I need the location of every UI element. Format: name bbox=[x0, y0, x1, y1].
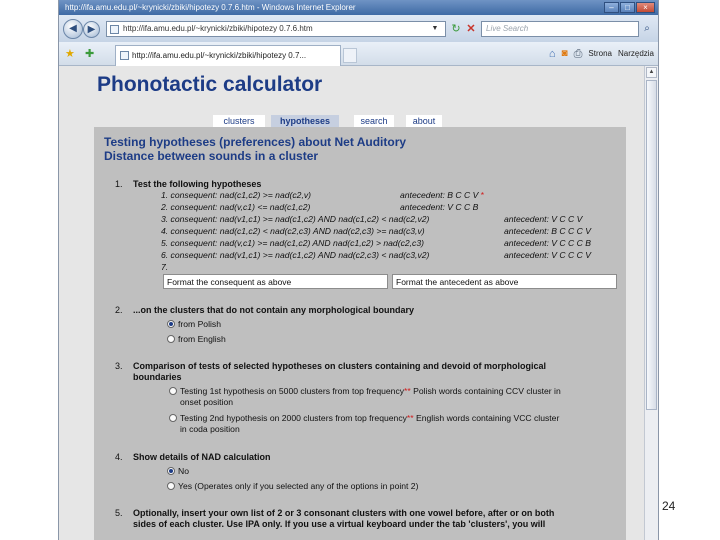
scroll-up-arrow-icon[interactable]: ▲ bbox=[646, 67, 657, 78]
maximize-button[interactable]: □ bbox=[620, 2, 635, 13]
minimize-button[interactable]: – bbox=[604, 2, 619, 13]
tab-about[interactable]: about bbox=[406, 115, 442, 127]
browser-window bbox=[58, 0, 659, 540]
section-5-heading: Optionally, insert your own list of 2 or 3 consonant clusters with one vowel before, after or on both sides of each cluster. Use IPA only. If you use a virtual keyboard under the tab 'clusters', you will bbox=[133, 508, 555, 529]
consequent-format-input[interactable] bbox=[163, 274, 388, 289]
command-bar bbox=[549, 47, 654, 61]
tab-clusters[interactable]: clusters bbox=[213, 115, 265, 127]
antecedent-4: antecedent: B C C C V bbox=[504, 226, 591, 236]
radio-button[interactable] bbox=[169, 414, 177, 422]
hypothesis-2[interactable]: 2. consequent: nad(v,c1) <= nad(c1,c2) bbox=[161, 202, 311, 212]
antecedent-5: antecedent: V C C C B bbox=[504, 238, 591, 248]
hypothesis-7[interactable]: 7. bbox=[161, 262, 169, 272]
radio-button-selected[interactable] bbox=[167, 320, 175, 328]
window-title: http://ifa.amu.edu.pl/~krynicki/zbiki/hipotezy 0.7.6.htm - Windows Internet Explorer bbox=[65, 3, 356, 12]
page-menu[interactable]: Strona bbox=[588, 49, 612, 58]
title-bar bbox=[59, 0, 658, 15]
favorites-star-icon[interactable]: ★ bbox=[65, 48, 75, 60]
antecedent-6: antecedent: V C C C V bbox=[504, 250, 591, 260]
radio-test-1st-hypothesis[interactable]: Testing 1st hypothesis on 5000 clusters from top frequency** Polish words containing CCV cluster in onset position bbox=[169, 386, 561, 408]
refresh-icon[interactable]: ↻ bbox=[451, 23, 461, 35]
search-icon[interactable]: ⌕ bbox=[644, 23, 650, 34]
vertical-scrollbar[interactable] bbox=[644, 66, 658, 540]
page-content bbox=[59, 66, 645, 540]
stop-icon[interactable]: ✕ bbox=[466, 23, 476, 35]
tab-title: http://ifa.amu.edu.pl/~krynicki/zbiki/hipotezy 0.7... bbox=[132, 51, 307, 60]
radio-nad-no[interactable]: No bbox=[167, 466, 189, 477]
radio-from-english[interactable]: from English bbox=[167, 334, 226, 345]
tab-row bbox=[59, 42, 658, 66]
browser-tab[interactable] bbox=[115, 45, 341, 66]
panel-title-line-1: Testing hypotheses (preferences) about Net Auditory bbox=[104, 135, 407, 149]
address-row bbox=[59, 15, 658, 42]
radio-button[interactable] bbox=[167, 482, 175, 490]
hypotheses-panel bbox=[94, 127, 626, 540]
close-button[interactable]: × bbox=[636, 2, 655, 13]
page-title: Phonotactic calculator bbox=[97, 73, 323, 96]
tab-search[interactable]: search bbox=[354, 115, 394, 127]
feed-icon[interactable]: ◙ bbox=[561, 48, 568, 59]
antecedent-1: antecedent: B C C V * bbox=[400, 190, 485, 200]
hypothesis-4[interactable]: 4. consequent: nad(c1,c2) < nad(c2,c3) AND nad(c2,c3) >= nad(c3,v) bbox=[161, 226, 425, 236]
tools-menu[interactable]: Narzędzia bbox=[617, 49, 654, 58]
panel-title bbox=[104, 135, 406, 163]
section-3-heading: Comparison of tests of selected hypotheses on clusters containing and devoid of morphological boundaries bbox=[133, 361, 547, 382]
slide-number: 24 bbox=[662, 499, 676, 513]
radio-test-2nd-hypothesis[interactable]: Testing 2nd hypothesis on 2000 clusters from top frequency** English words containing VCC cluster in coda position bbox=[169, 413, 559, 435]
hypothesis-3[interactable]: 3. consequent: nad(v1,c1) >= nad(c1,c2) AND nad(c1,c2) < nad(c2,v2) bbox=[161, 214, 430, 224]
hypothesis-5[interactable]: 5. consequent: nad(v,c1) >= nad(c1,c2) AND nad(c1,c2) > nad(c2,c3) bbox=[161, 238, 424, 248]
section-2-heading: ...on the clusters that do not contain any morphological boundary bbox=[133, 305, 415, 315]
radio-button[interactable] bbox=[167, 335, 175, 343]
tab-hypotheses[interactable]: hypotheses bbox=[271, 115, 339, 127]
window-controls bbox=[604, 2, 655, 13]
search-placeholder: Live Search bbox=[486, 24, 529, 33]
panel-title-line-2: Distance between sounds in a cluster bbox=[104, 149, 319, 163]
address-text: http://ifa.amu.edu.pl/~krynicki/zbiki/hipotezy 0.7.6.htm bbox=[123, 24, 313, 33]
back-arrow-icon[interactable]: ◀ bbox=[63, 19, 83, 39]
new-tab-button[interactable] bbox=[343, 48, 357, 63]
page-icon bbox=[110, 25, 119, 34]
radio-button-selected[interactable] bbox=[167, 467, 175, 475]
home-icon[interactable]: ⌂ bbox=[548, 48, 556, 60]
address-dropdown-icon[interactable]: ▼ bbox=[431, 25, 439, 32]
section-3-number: 3. bbox=[115, 361, 123, 371]
radio-button[interactable] bbox=[169, 387, 177, 395]
scroll-thumb[interactable] bbox=[646, 80, 657, 410]
required-star: * bbox=[480, 190, 485, 200]
antecedent-3: antecedent: V C C V bbox=[504, 214, 583, 224]
radio-nad-yes[interactable]: Yes (Operates only if you selected any of the options in point 2) bbox=[167, 481, 418, 492]
add-favorites-icon[interactable]: ✚ bbox=[85, 48, 95, 60]
forward-arrow-icon[interactable]: ▶ bbox=[83, 21, 100, 38]
search-input[interactable] bbox=[481, 21, 639, 37]
page-icon bbox=[120, 51, 129, 60]
section-4-number: 4. bbox=[115, 452, 123, 462]
antecedent-2: antecedent: V C C B bbox=[400, 202, 479, 212]
radio-from-polish[interactable]: from Polish bbox=[167, 319, 221, 330]
hypothesis-1[interactable]: 1. consequent: nad(c1,c2) >= nad(c2,v) bbox=[161, 190, 312, 200]
antecedent-format-input[interactable] bbox=[392, 274, 617, 289]
print-icon[interactable]: ⎙ bbox=[573, 48, 583, 60]
section-5-number: 5. bbox=[115, 508, 123, 518]
section-2-number: 2. bbox=[115, 305, 123, 315]
section-1-heading: Test the following hypotheses bbox=[133, 179, 262, 189]
section-1-number: 1. bbox=[115, 179, 123, 189]
address-bar[interactable] bbox=[106, 21, 446, 37]
section-4-heading: Show details of NAD calculation bbox=[133, 452, 271, 462]
hypothesis-6[interactable]: 6. consequent: nad(v1,c1) >= nad(c1,c2) AND nad(c2,c3) < nad(c3,v2) bbox=[161, 250, 430, 260]
